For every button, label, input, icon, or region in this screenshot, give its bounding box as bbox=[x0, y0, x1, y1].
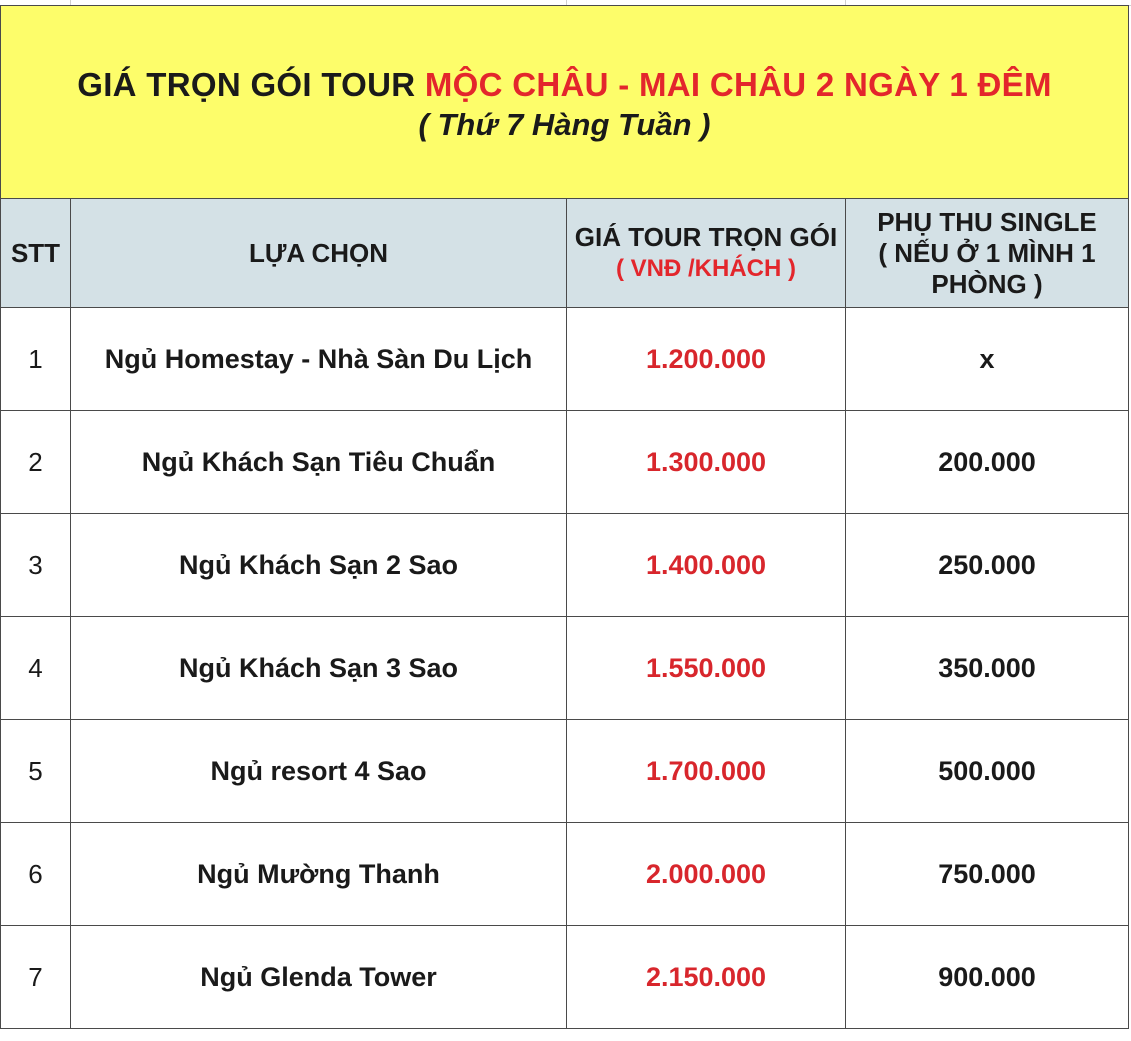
title-highlight: MỘC CHÂU - MAI CHÂU 2 NGÀY 1 ĐÊM bbox=[424, 66, 1052, 103]
header-single-line1: PHỤ THU SINGLE bbox=[877, 206, 1097, 237]
title-prefix: GIÁ TRỌN GÓI TOUR bbox=[77, 66, 416, 103]
row-stt: 1 bbox=[1, 308, 71, 411]
row-option: Ngủ Glenda Tower bbox=[71, 926, 567, 1029]
row-option: Ngủ Homestay - Nhà Sàn Du Lịch bbox=[71, 308, 567, 411]
header-price-unit: ( VNĐ /KHÁCH ) bbox=[616, 255, 796, 282]
row-price: 1.200.000 bbox=[567, 308, 846, 411]
header-stt: STT bbox=[1, 199, 71, 308]
row-option: Ngủ Mường Thanh bbox=[71, 823, 567, 926]
title-row bbox=[1, 6, 1129, 199]
row-single-surcharge: 500.000 bbox=[846, 720, 1129, 823]
row-single-surcharge: 350.000 bbox=[846, 617, 1129, 720]
row-option: Ngủ Khách Sạn 3 Sao bbox=[71, 617, 567, 720]
table-row bbox=[1, 514, 1129, 617]
table-row bbox=[1, 617, 1129, 720]
header-single-surcharge bbox=[846, 199, 1129, 308]
price-table bbox=[0, 5, 1129, 1029]
row-stt: 6 bbox=[1, 823, 71, 926]
row-single-surcharge: 900.000 bbox=[846, 926, 1129, 1029]
row-single-surcharge: x bbox=[846, 308, 1129, 411]
title-cell bbox=[1, 6, 1129, 199]
header-option: LỰA CHỌN bbox=[71, 199, 567, 308]
header-single-line2: ( NẾU Ở 1 MÌNH 1 bbox=[878, 237, 1096, 268]
header-row bbox=[1, 199, 1129, 308]
table-row bbox=[1, 926, 1129, 1029]
row-single-surcharge: 250.000 bbox=[846, 514, 1129, 617]
table-row bbox=[1, 308, 1129, 411]
row-option: Ngủ Khách Sạn Tiêu Chuẩn bbox=[71, 411, 567, 514]
table-row bbox=[1, 823, 1129, 926]
table-row bbox=[1, 720, 1129, 823]
row-option: Ngủ Khách Sạn 2 Sao bbox=[71, 514, 567, 617]
row-price: 1.550.000 bbox=[567, 617, 846, 720]
row-stt: 4 bbox=[1, 617, 71, 720]
row-stt: 2 bbox=[1, 411, 71, 514]
row-price: 1.700.000 bbox=[567, 720, 846, 823]
row-option: Ngủ resort 4 Sao bbox=[71, 720, 567, 823]
row-single-surcharge: 750.000 bbox=[846, 823, 1129, 926]
row-price: 2.000.000 bbox=[567, 823, 846, 926]
page-subtitle: ( Thứ 7 Hàng Tuần ) bbox=[418, 107, 711, 142]
header-single-line3: PHÒNG ) bbox=[931, 268, 1043, 299]
header-price-label: GIÁ TOUR TRỌN GÓI bbox=[574, 222, 838, 252]
table-row bbox=[1, 411, 1129, 514]
page-title bbox=[1, 65, 1128, 105]
row-price: 1.400.000 bbox=[567, 514, 846, 617]
row-single-surcharge: 200.000 bbox=[846, 411, 1129, 514]
row-stt: 3 bbox=[1, 514, 71, 617]
row-stt: 5 bbox=[1, 720, 71, 823]
header-price bbox=[567, 199, 846, 308]
row-price: 2.150.000 bbox=[567, 926, 846, 1029]
row-stt: 7 bbox=[1, 926, 71, 1029]
row-price: 1.300.000 bbox=[567, 411, 846, 514]
